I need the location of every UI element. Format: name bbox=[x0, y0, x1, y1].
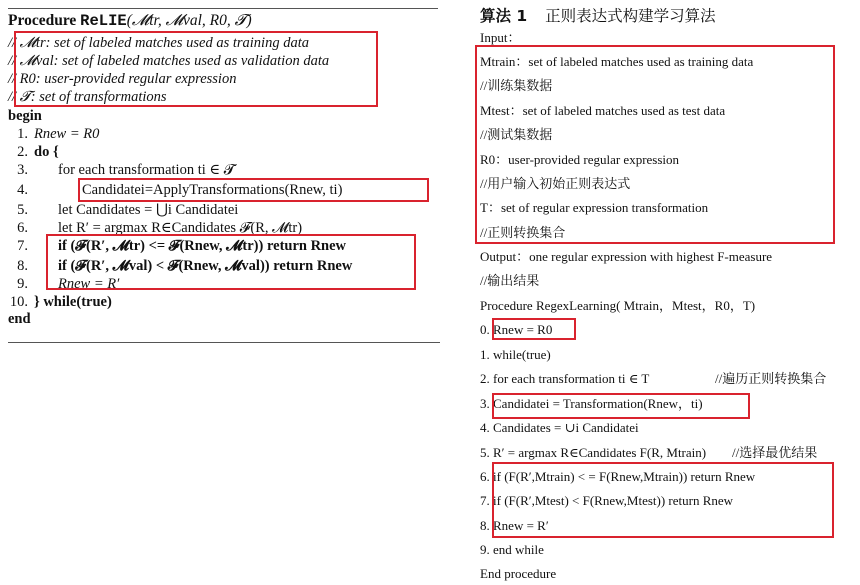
right-line-t-comment: //正则转换集合 bbox=[480, 225, 566, 240]
left-line-8: 8. if (𝓕(R′, 𝓜val) < 𝓕(Rnew, 𝓜val)) return Rnew bbox=[17, 258, 353, 274]
end-keyword: end bbox=[8, 311, 31, 327]
right-line-5: 5. R′ = argmax R∈Candidates F(R, Mtrain) bbox=[480, 445, 707, 460]
return-conditions-box bbox=[46, 234, 416, 290]
comment-mtr: // 𝓜tr: set of labeled matches used as training data bbox=[8, 35, 309, 51]
right-line-mtest: Mtest：set of labeled matches used as test data bbox=[480, 103, 726, 118]
right-line-output: Output：one regular expression with highest F-measure bbox=[480, 249, 773, 264]
right-line-8: 8. Rnew = R′ bbox=[480, 518, 549, 533]
right-line-r0: R0：user-provided regular expression bbox=[480, 152, 680, 167]
right-line-6: 6. if (F(R′,Mtrain) < = F(Rnew,Mtrain)) return Rnew bbox=[480, 469, 756, 484]
begin-keyword: begin bbox=[8, 108, 42, 124]
right-line-procedure: Procedure RegexLearning( Mtrain，Mtest，R0，T) bbox=[480, 298, 756, 313]
comments-highlight-box bbox=[14, 31, 378, 107]
bottom-rule bbox=[8, 342, 440, 343]
comment-t: // 𝓣: set of transformations bbox=[8, 89, 167, 105]
right-line-t: T：set of regular expression transformation bbox=[480, 200, 709, 215]
left-line-6: 6. let R′ = argmax R∈Candidates 𝓕(R, 𝓜tr) bbox=[17, 220, 303, 236]
left-line-5: 5. let Candidates = ⋃i Candidatei bbox=[17, 202, 239, 218]
right-line-output-comment: //输出结果 bbox=[480, 273, 540, 288]
algorithm-title: 算法 1 正则表达式构建学习算法 bbox=[480, 7, 716, 25]
apply-transformations-box bbox=[78, 178, 429, 202]
rnew-init-box bbox=[492, 318, 576, 340]
right-line-r0-comment: //用户输入初始正则表达式 bbox=[480, 176, 631, 191]
right-line-2: 2. for each transformation ti ∈ T bbox=[480, 371, 650, 386]
transformation-box bbox=[492, 393, 750, 419]
right-line-2-comment: //遍历正则转换集合 bbox=[715, 371, 827, 386]
inputs-highlight-box bbox=[475, 45, 835, 244]
right-line-7: 7. if (F(R′,Mtest) < F(Rnew,Mtest)) return Rnew bbox=[480, 493, 734, 508]
right-line-0: 0. Rnew = R0 bbox=[480, 322, 553, 337]
left-line-1: 1. Rnew = R0 bbox=[17, 126, 100, 142]
right-line-1: 1. while(true) bbox=[480, 347, 551, 362]
right-line-input: Input： bbox=[480, 30, 521, 45]
left-line-10: 10. } while(true) bbox=[9, 294, 112, 310]
right-line-end: End procedure bbox=[480, 566, 557, 581]
right-line-9: 9. end while bbox=[480, 542, 544, 557]
right-line-test-comment: //测试集数据 bbox=[480, 127, 553, 142]
comment-r0: // R0: user-provided regular expression bbox=[8, 71, 237, 87]
comment-mval: // 𝓜val: set of labeled matches used as validation data bbox=[8, 53, 330, 69]
left-line-3: 3. for each transformation ti ∈ 𝓣 bbox=[17, 162, 235, 178]
left-line-7: 7. if (𝓕(R′, 𝓜tr) <= 𝓕(Rnew, 𝓜tr)) return Rnew bbox=[17, 238, 347, 254]
left-line-2: 2. do { bbox=[17, 144, 59, 160]
right-line-5-comment: //选择最优结果 bbox=[732, 445, 818, 460]
right-line-train-comment: //训练集数据 bbox=[480, 78, 553, 93]
left-line-9: 9. Rnew = R′ bbox=[17, 276, 120, 292]
left-line-4: 4. Candidatei=ApplyTransformations(Rnew, ti) bbox=[17, 182, 343, 198]
return-conditions-box-right bbox=[492, 462, 834, 538]
right-line-4: 4. Candidates = ∪i Candidatei bbox=[480, 420, 639, 435]
right-line-3: 3. Candidatei = Transformation(Rnew，ti) bbox=[480, 396, 703, 411]
top-rule bbox=[8, 8, 438, 9]
procedure-title: Procedure ReLIE(𝓜tr, 𝓜val, R0, 𝓣) bbox=[8, 12, 252, 30]
right-line-mtrain: Mtrain：set of labeled matches used as training data bbox=[480, 54, 754, 69]
